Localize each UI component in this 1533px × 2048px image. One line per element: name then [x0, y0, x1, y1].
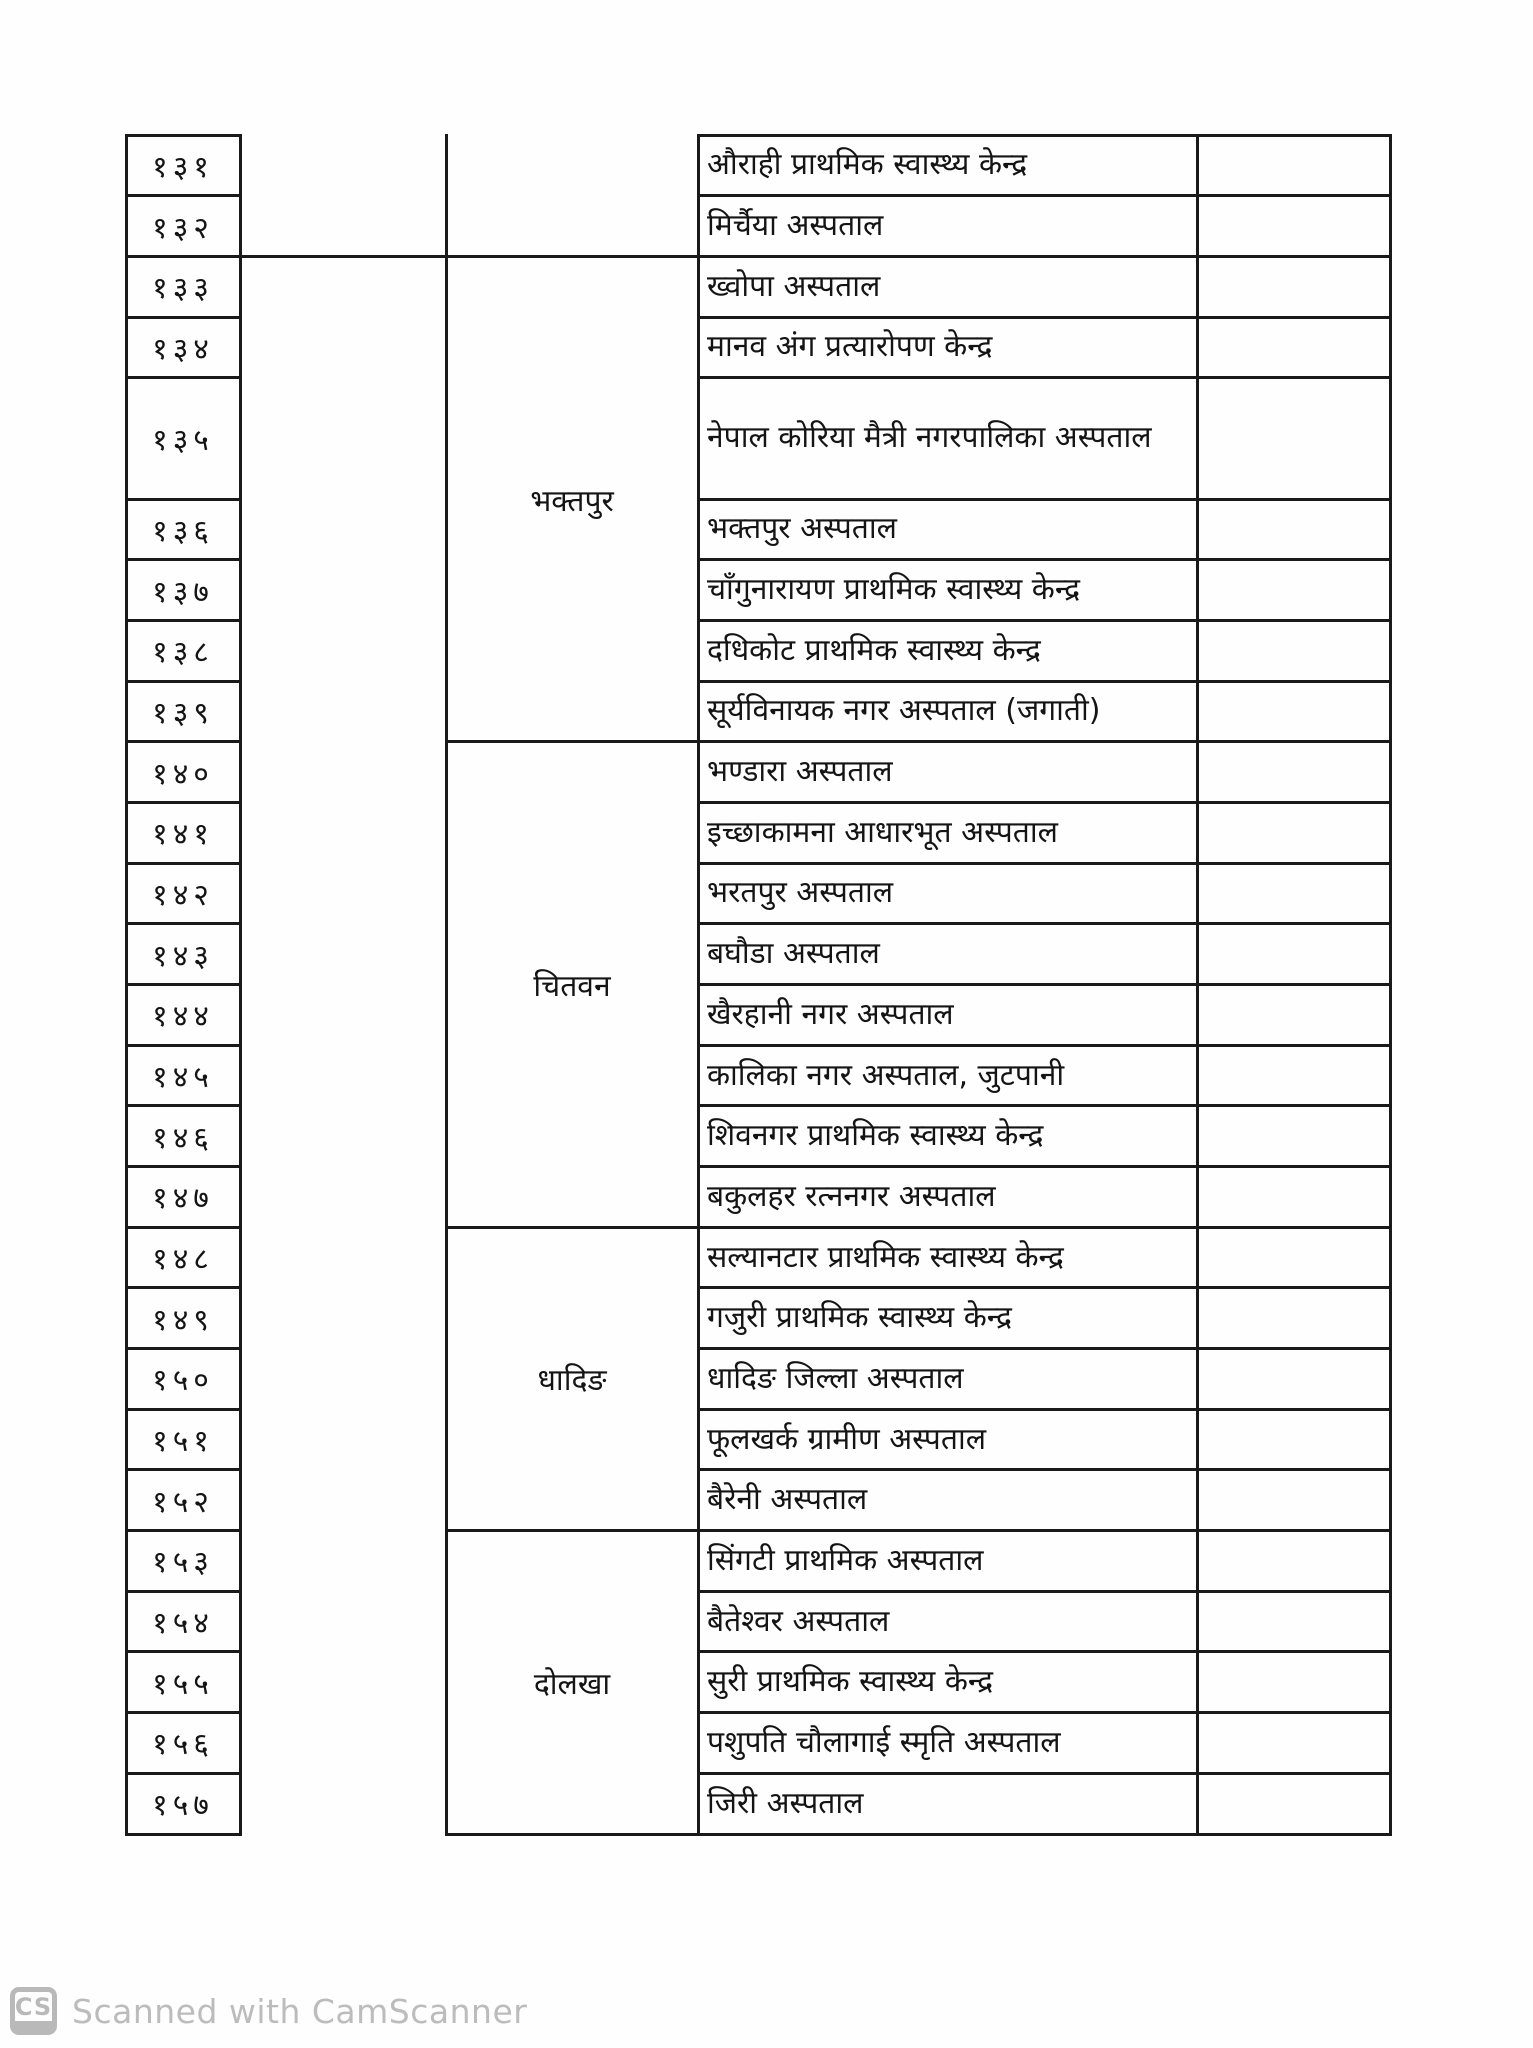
serial-number-cell: १५४: [152, 1606, 214, 1642]
remarks-cell: [1197, 1106, 1390, 1167]
camscanner-watermark-text: Scanned with CamScanner: [72, 1991, 528, 2031]
camscanner-watermark: [10, 1987, 527, 2035]
hospital-name-cell: फूलखर्क ग्रामीण अस्पताल: [707, 1421, 987, 1457]
hospital-name-cell: भण्डारा अस्पताल: [707, 754, 893, 790]
hospital-name-cell: बैतेश्वर अस्पताल: [707, 1603, 890, 1639]
remarks-cell: [1197, 1409, 1390, 1470]
serial-number-cell: १५१: [152, 1424, 214, 1460]
serial-number-cell: १३७: [152, 574, 214, 610]
remarks-cell: [1197, 1773, 1390, 1834]
remarks-cell: [1197, 681, 1390, 742]
serial-number-cell: १३८: [152, 635, 214, 671]
hospital-name-cell: ख्वोपा अस्पताल: [707, 268, 881, 304]
serial-number-cell: १५०: [152, 1363, 214, 1399]
serial-number-cell: १५७: [152, 1788, 214, 1824]
hospital-name-cell: खैरहानी नगर अस्पताल: [707, 996, 954, 1032]
remarks-cell: [1197, 924, 1390, 985]
remarks-cell: [1197, 620, 1390, 681]
remarks-cell: [1197, 1045, 1390, 1106]
serial-number-cell: १४५: [152, 1060, 214, 1095]
serial-number-cell: १३९: [152, 695, 214, 731]
remarks-cell: [1197, 1713, 1390, 1774]
remarks-cell: [1197, 317, 1390, 378]
remarks-cell: [1197, 863, 1390, 924]
remarks-cell: [1197, 1470, 1390, 1531]
hospital-name-cell: दधिकोट प्राथमिक स्वास्थ्य केन्द्र: [707, 632, 1041, 668]
hospital-name-cell: इच्छाकामना आधारभूत अस्पताल: [707, 814, 1058, 850]
remarks-cell: [1197, 378, 1390, 499]
hospital-name-cell: भक्तपुर अस्पताल: [707, 511, 897, 547]
remarks-cell: [1197, 1531, 1390, 1592]
serial-number-cell: १५६: [152, 1727, 214, 1763]
serial-number-cell: १५२: [152, 1484, 214, 1520]
remarks-cell: [1197, 196, 1390, 257]
remarks-cell: [1197, 802, 1390, 863]
remarks-cell: [1197, 1227, 1390, 1288]
serial-number-cell: १५३: [152, 1545, 214, 1581]
remarks-cell: [1197, 985, 1390, 1046]
serial-number-cell: १३१: [152, 149, 214, 185]
remarks-cell: [1197, 1652, 1390, 1713]
district-cell: धादिङ: [537, 1363, 607, 1399]
hospital-name-cell: गजुरी प्राथमिक स्वास्थ्य केन्द्र: [707, 1300, 1012, 1336]
serial-number-cell: १३४: [152, 331, 214, 367]
remarks-cell: [1197, 1167, 1390, 1228]
hospital-name-cell: चाँगुनारायण प्राथमिक स्वास्थ्य केन्द्र: [707, 572, 1081, 608]
cs-logo-text: CS: [14, 1993, 53, 2021]
serial-number-cell: १३६: [152, 513, 214, 549]
serial-number-cell: १४६: [152, 1120, 214, 1156]
hospital-name-cell: सल्यानटार प्राथमिक स्वास्थ्य केन्द्र: [707, 1239, 1064, 1275]
remarks-cell: [1197, 742, 1390, 803]
district-cell: चितवन: [533, 968, 611, 1004]
hospital-name-cell: नेपाल कोरिया मैत्री नगरपालिका अस्पताल: [707, 420, 1152, 456]
hospital-name-cell: बैरेनी अस्पताल: [707, 1482, 868, 1518]
hospital-name-cell: बघौडा अस्पताल: [707, 936, 880, 972]
serial-number-cell: १४७: [152, 1181, 214, 1217]
hospital-name-cell: धादिङ जिल्ला अस्पताल: [707, 1360, 964, 1396]
hospital-name-cell: मिर्चैया अस्पताल: [707, 208, 884, 243]
remarks-cell: [1197, 560, 1390, 621]
hospital-name-cell: सुरी प्राथमिक स्वास्थ्य केन्द्र: [707, 1664, 994, 1700]
serial-number-cell: १४८: [152, 1242, 214, 1278]
province-cell: [240, 256, 446, 1834]
province-cell: [240, 135, 446, 256]
hospital-name-cell: सूर्यविनायक नगर अस्पताल (जगाती): [707, 693, 1101, 729]
serial-number-cell: १४९: [152, 1302, 214, 1338]
remarks-cell: [1197, 135, 1390, 196]
serial-number-cell: १३५: [152, 422, 214, 458]
district-cell: दोलखा: [533, 1666, 611, 1702]
remarks-cell: [1197, 1591, 1390, 1652]
hospital-name-cell: शिवनगर प्राथमिक स्वास्थ्य केन्द्र: [707, 1118, 1044, 1154]
serial-number-cell: १३३: [152, 271, 214, 307]
serial-number-cell: १४२: [152, 877, 214, 913]
remarks-cell: [1197, 499, 1390, 560]
district-cell: भक्तपुर: [530, 483, 614, 519]
camscanner-logo: [10, 1987, 57, 2035]
serial-number-cell: १४१: [152, 817, 214, 853]
hospital-name-cell: मानव अंग प्रत्यारोपण केन्द्र: [707, 329, 993, 365]
serial-number-cell: १४४: [152, 999, 214, 1035]
serial-number-cell: १४३: [152, 938, 214, 974]
hospital-name-cell: भरतपुर अस्पताल: [707, 875, 894, 911]
serial-number-cell: १३२: [152, 210, 214, 246]
hospital-name-cell: जिरी अस्पताल: [707, 1785, 864, 1821]
hospital-name-cell: सिंगटी प्राथमिक अस्पताल: [707, 1542, 984, 1578]
district-cell: [446, 135, 698, 256]
hospital-name-cell: कालिका नगर अस्पताल, जुटपानी: [707, 1057, 1065, 1093]
remarks-cell: [1197, 256, 1390, 317]
cs-logo-bar: [15, 2021, 52, 2030]
serial-number-cell: १५५: [152, 1666, 214, 1702]
serial-number-cell: १४०: [152, 756, 214, 792]
hospital-name-cell: औराही प्राथमिक स्वास्थ्य केन्द्र: [707, 147, 1028, 183]
hospital-name-cell: बकुलहर रत्ननगर अस्पताल: [707, 1178, 996, 1214]
remarks-cell: [1197, 1288, 1390, 1349]
remarks-cell: [1197, 1349, 1390, 1410]
hospital-name-cell: पशुपति चौलागाई स्मृति अस्पताल: [707, 1724, 1061, 1760]
